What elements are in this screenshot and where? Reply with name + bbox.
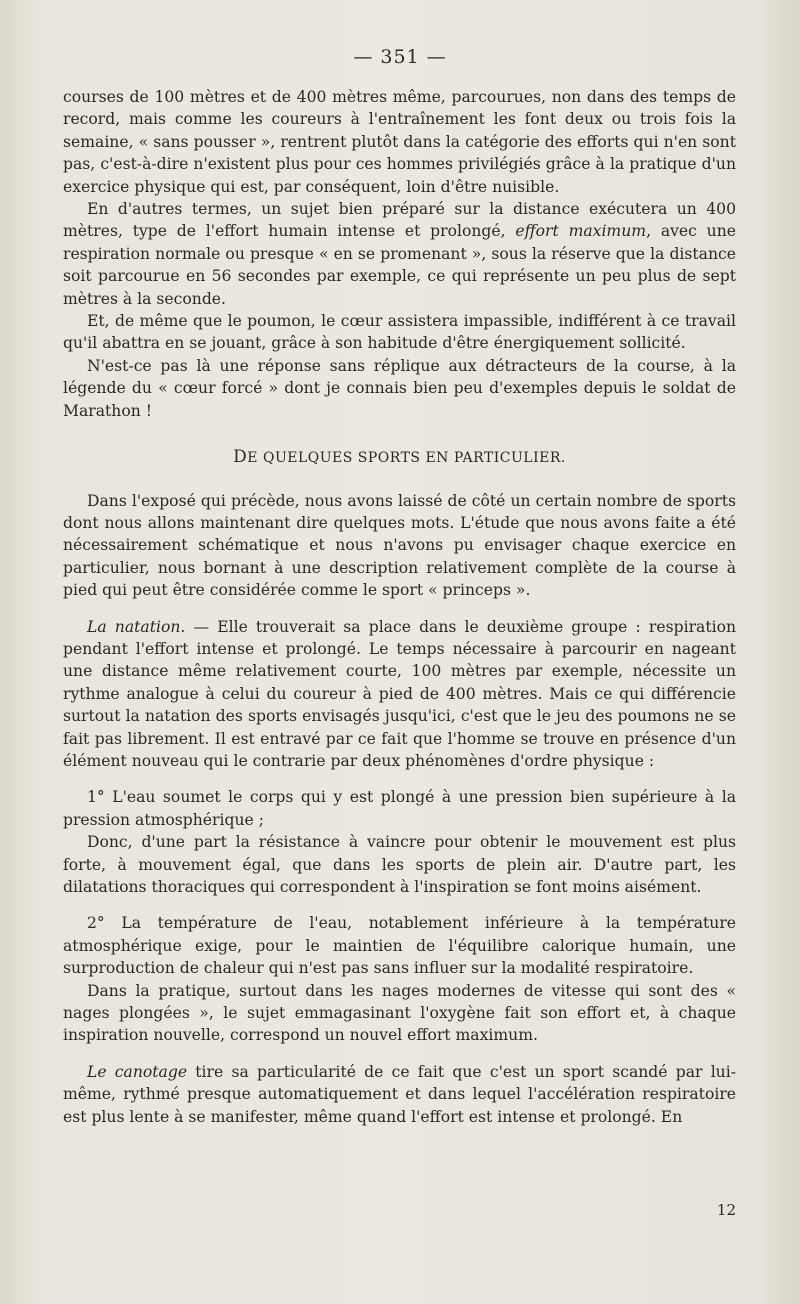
signature-mark: 12 [716,1201,736,1219]
canotage-title: Le canotage [87,1062,188,1081]
paragraph-4: N'est-ce pas là une réponse sans réplique aux détracteurs de la course, à la légende du « cœur forcé » dont je connais bien peu d'exemples depuis le soldat de Marathon ! [63,356,736,420]
paragraph-point-2: 2° La température de l'eau, notablement inférieure à la température atmosphérique exige, pour le maintien de l'équilibre calorique humain, une surproduction de chaleur qui n'est pas sans influer sur la modalité respiratoire. [63,914,736,978]
paragraph-canotage [63,1061,736,1128]
paragraph-1: courses de 100 mètres et de 400 mètres même, parcourues, non dans des temps de record, mais comme les coureurs à l'entraînement les font deux ou trois fois la semaine, « sans pousser », rentrent plutôt dans la catégorie des efforts qui n'en sont pas, c'est-à-dire n'existent plus pour ces hommes privilégiés grâce à la pratique d'un exercice physique qui est, par conséquent, loin d'être nuisible. [63,88,736,196]
paragraph-3: Et, de même que le poumon, le cœur assistera impassible, indifférent à ce travail qu'il abattra en se jouant, grâce à son habitude d'être énergiquement sollicité. [63,312,736,353]
paragraph-2-italic: effort maximum [515,222,647,241]
paragraph-2-text: En d'autres termes, un sujet bien préparé sur la distance exécutera un 400 mètres, type de l'effort humain intense et prolongé, [63,200,736,241]
paragraph-2 [63,198,736,310]
paragraph-point-1b: Donc, d'une part la résistance à vaincre pour obtenir le mouvement est plus forte, à mouvement égal, que dans les sports de plein air. D'autre part, les dilatations thoraciques qui correspondent à l'inspiration se font moins aisément. [63,833,736,896]
paragraph-intro: Dans l'exposé qui précède, nous avons laissé de côté un certain nombre de sports dont nous allons maintenant dire quelques mots. L'étude que nous avons faite a été nécessairement schématique et nous n'avons pu envisager chaque exercice en particulier, nous bornant à une description relativement complète de la course à pied qui peut être considérée comme le sport « princeps ». [63,491,736,600]
section-heading [63,446,736,469]
body-text [63,86,736,1128]
heading-initial: D [233,447,248,468]
page-number: — 351 — [353,46,447,68]
paragraph-natation [63,616,736,773]
natation-text: — Elle trouverait sa place dans le deuxième groupe : respiration pendant l'effort intense et prolongé. Le temps nécessaire à parcourir en nageant une distance même relativement courte, 100 mètres par exemple, nécessite un rythme analogue à celui du coureur à pied de 400 mètres. Mais ce qui différencie surtout la natation des sports envisagés jusqu'ici, c'est que le jeu des poumons ne se fait pas librement. Il est entravé par ce fait que l'homme se trouve en présence d'un élément nouveau qui le contrarie par deux phénomènes d'ordre physique : [63,617,737,770]
paragraph-point-2b: Dans la pratique, surtout dans les nages modernes de vitesse qui sont des « nages plongées », le sujet emmagasinant l'oxygène fait son effort et, à chaque inspiration nouvelle, correspond un nouvel effort maximum. [63,981,736,1045]
heading-rest: E QUELQUES SPORTS EN PARTICULIER. [247,450,566,467]
paragraph-2-text-end: , avec une respiration normale ou presque « en se promenant », sous la réserve que la distance soit parcourue en 56 secondes par exemple, ce qui représente un peu plus de sept mètres à la seconde. [63,222,736,308]
natation-title: La natation. [87,617,186,636]
paragraph-point-1: 1° L'eau soumet le corps qui y est plongé à une pression bien supérieure à la pression atmosphérique ; [63,788,736,829]
canotage-text: tire sa particularité de ce fait que c'est un sport scandé par lui-même, rythmé presque automatiquement et dans lequel l'accélération respiratoire est plus lente à se manifester, même quand l'effort est intense et prolongé. En [63,1062,736,1126]
